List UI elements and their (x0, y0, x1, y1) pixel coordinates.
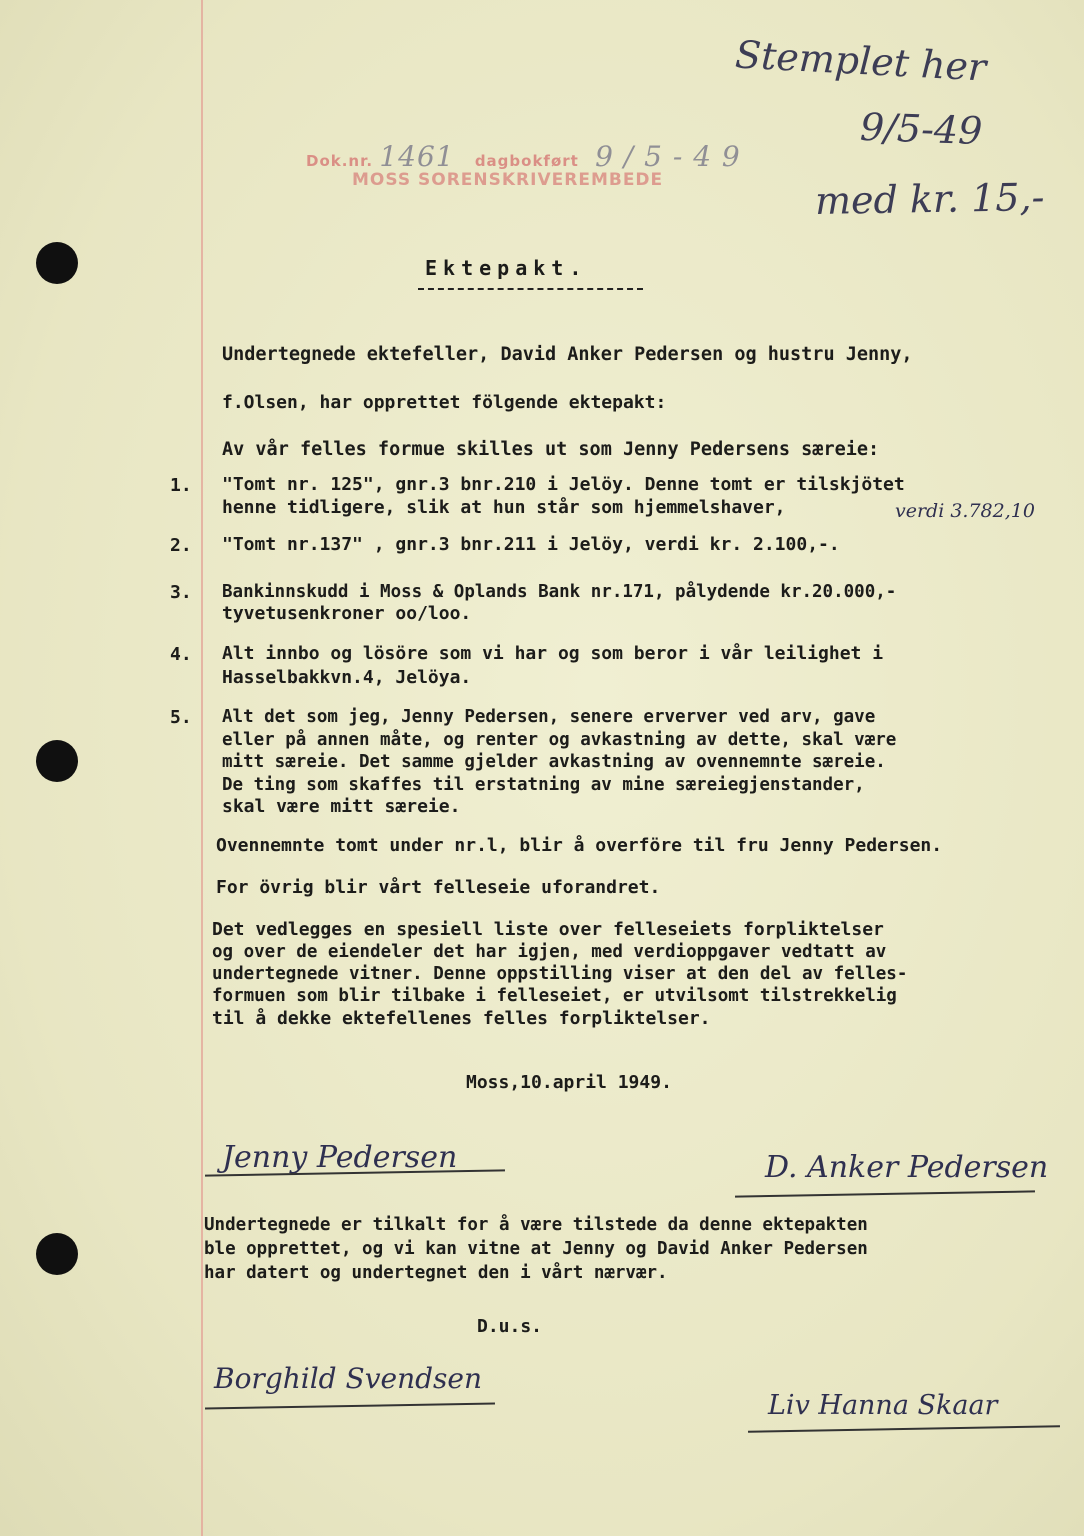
item-4-line-1: Alt innbo og lösöre som vi har og som beror i vår leilighet i (222, 643, 884, 664)
witness-line-1: Undertegnede er tilkalt for å være tilstede da denne ektepakten (204, 1215, 868, 1235)
paragraph-felleseie: For övrig blir vårt felleseie uforandret. (216, 877, 661, 898)
item-1-handwritten-value: verdi 3.782,10 (895, 500, 1035, 522)
item-5-line-1: Alt det som jeg, Jenny Pedersen, senere erverver ved arv, gave (222, 707, 876, 727)
margin-line (201, 0, 203, 1536)
item-5-number: 5. (170, 707, 192, 728)
intro-line-1: Undertegnede ektefeller, David Anker Pedersen og hustru Jenny, (222, 344, 913, 365)
item-3-number: 3. (170, 582, 192, 603)
stamp-date: 9 / 5 - 4 9 (595, 140, 741, 173)
item-1-line-2: henne tidligere, slik at hun står som hjemmelshaver, (222, 497, 786, 518)
margin-note-line1: Stemplet her (734, 32, 988, 90)
paragraph-transfer: Ovennemnte tomt under nr.l, blir å overföre til fru Jenny Pedersen. (216, 835, 943, 856)
document-title: Ektepakt. (425, 256, 588, 280)
signature-husband-line (735, 1190, 1035, 1197)
signature-husband: D. Anker Pedersen (765, 1150, 1049, 1185)
item-4-line-2: Hasselbakkvn.4, Jelöya. (222, 667, 472, 688)
paragraph-list-line-2: og over de eiendeler det har igjen, med verdioppgaver vedtatt av (212, 942, 887, 962)
item-5-line-2: eller på annen måte, og renter og avkastning av dette, skal være (222, 730, 897, 750)
stamp-office: MOSS SORENSKRIVEREMBEDE (352, 170, 664, 190)
place-date: Moss,10.april 1949. (466, 1072, 672, 1093)
punch-hole-bottom (36, 1233, 78, 1275)
witness-signature-left-line (205, 1402, 495, 1409)
paragraph-list-line-1: Det vedlegges en spesiell liste over felleseiets forpliktelser (212, 919, 884, 940)
punch-hole-middle (36, 740, 78, 782)
witness-signature-right-line (748, 1425, 1060, 1432)
item-3-line-1: Bankinnskudd i Moss & Oplands Bank nr.171, pålydende kr.20.000,- (222, 582, 897, 602)
margin-note-line2: 9/5-49 (859, 104, 984, 154)
item-1-line-1: "Tomt nr. 125", gnr.3 bnr.210 i Jelöy. Denne tomt er tilskjötet (222, 474, 905, 495)
paragraph-list-line-4: formuen som blir tilbake i felleseiet, er utvilsomt tilstrekkelig (212, 986, 897, 1006)
paragraph-list-line-3: undertegnede vitner. Denne oppstilling viser at den del av felles- (212, 964, 908, 984)
item-1-number: 1. (170, 475, 192, 496)
stamp-dagbokfort: dagbokført (474, 152, 579, 170)
item-2-line-1: "Tomt nr.137" , gnr.3 bnr.211 i Jelöy, verdi kr. 2.100,-. (222, 534, 840, 555)
witness-line-3: har datert og undertegnet den i vårt nærvær. (204, 1263, 668, 1283)
witness-signature-right: Liv Hanna Skaar (768, 1390, 998, 1421)
item-2-number: 2. (170, 535, 192, 556)
registry-stamp (306, 140, 741, 173)
signature-wife: Jenny Pedersen (222, 1140, 458, 1175)
margin-note-line3: med kr. 15,- (814, 175, 1045, 223)
title-underline (418, 288, 643, 290)
item-5-line-4: De ting som skaffes til erstatning av mine særeiegjenstander, (222, 775, 865, 795)
stamp-doc-number: 1461 (379, 140, 455, 173)
item-3-line-2: tyvetusenkroner oo/loo. (222, 603, 472, 624)
intro-line-2: f.Olsen, har opprettet fölgende ektepakt: (222, 392, 667, 413)
item-5-line-3: mitt særeie. Det samme gjelder avkastning av ovennemnte særeie. (222, 752, 886, 772)
witness-line-2: ble opprettet, og vi kan vitne at Jenny og David Anker Pedersen (204, 1239, 868, 1259)
item-5-line-5: skal være mitt særeie. (222, 796, 461, 817)
paragraph-list-line-5: til å dekke ektefellenes felles forpliktelser. (212, 1008, 711, 1029)
stamp-prefix: Dok.nr. (306, 152, 374, 170)
witness-signature-left: Borghild Svendsen (214, 1362, 483, 1395)
dms: D.u.s. (477, 1316, 543, 1337)
punch-hole-top (36, 242, 78, 284)
intro-line-3: Av vår felles formue skilles ut som Jenny Pedersens særeie: (222, 439, 880, 460)
item-4-number: 4. (170, 644, 192, 665)
